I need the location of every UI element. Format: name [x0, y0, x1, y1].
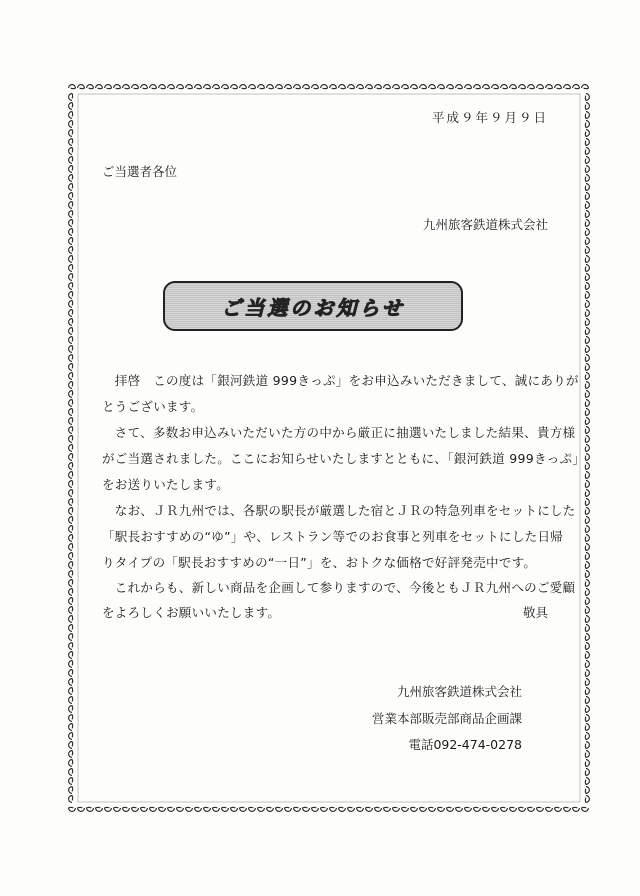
border-loop: [555, 85, 562, 89]
sender-company: 九州旅客鉄道株式会社: [422, 217, 548, 232]
body-line: とうございます。: [102, 399, 204, 414]
border-loop: [528, 807, 535, 811]
border-loop: [69, 112, 73, 119]
border-loop: [69, 472, 73, 479]
border-loop: [240, 85, 247, 89]
border-loop: [546, 807, 553, 811]
border-loop: [585, 247, 589, 254]
border-loop: [585, 670, 589, 677]
border-loop: [132, 807, 139, 811]
border-loop: [69, 661, 73, 668]
border-loop: [69, 652, 73, 659]
border-loop: [585, 445, 589, 452]
border-loop: [69, 724, 73, 731]
border-loop: [585, 517, 589, 524]
border-loop: [384, 85, 391, 89]
border-loop: [585, 454, 589, 461]
border-loop: [168, 85, 175, 89]
body-line: 「駅長おすすめの“ゆ”」や、レストラン等でのお食事と列車をセットにした日帰: [102, 529, 564, 544]
border-loop: [537, 807, 544, 811]
border-loop: [69, 139, 73, 146]
border-loop: [585, 661, 589, 668]
border-loop: [69, 220, 73, 227]
border-loop: [195, 807, 202, 811]
border-loop: [585, 499, 589, 506]
border-loop: [69, 445, 73, 452]
border-loop: [585, 256, 589, 263]
border-loop: [69, 670, 73, 677]
border-loop: [69, 607, 73, 614]
border-loop: [411, 85, 418, 89]
border-loop: [537, 85, 544, 89]
border-loop: [141, 85, 148, 89]
border-loop: [585, 130, 589, 137]
border-loop: [186, 807, 193, 811]
border-loop: [585, 265, 589, 272]
border-loop: [519, 85, 526, 89]
border-loop: [69, 337, 73, 344]
border-loop: [69, 355, 73, 362]
border-loop: [168, 807, 175, 811]
border-loop: [69, 715, 73, 722]
border-loop: [69, 769, 73, 776]
signature-phone: 電話092-474-0278: [408, 737, 522, 752]
border-loop: [69, 454, 73, 461]
border-loop: [69, 589, 73, 596]
signature-department: 営業本部販売部商品企画課: [371, 711, 522, 726]
border-loop: [114, 85, 121, 89]
border-loop: [330, 807, 337, 811]
border-loop: [348, 85, 355, 89]
border-loop: [582, 807, 589, 811]
border-loop: [69, 310, 73, 317]
border-loop: [69, 463, 73, 470]
border-loop: [69, 625, 73, 632]
border-loop: [357, 85, 364, 89]
border-loop: [69, 400, 73, 407]
border-loop: [585, 301, 589, 308]
border-loop: [69, 688, 73, 695]
border-loop: [573, 85, 580, 89]
border-loop: [69, 427, 73, 434]
border-loop: [366, 85, 373, 89]
border-loop: [69, 193, 73, 200]
letter-title: ご当選のお知らせ: [221, 295, 405, 320]
border-loop: [69, 598, 73, 605]
border-loop: [339, 807, 346, 811]
border-loop: [585, 346, 589, 353]
border-loop: [585, 679, 589, 686]
border-loop: [585, 508, 589, 515]
border-loop: [585, 166, 589, 173]
border-loop: [555, 807, 562, 811]
border-loop: [276, 85, 283, 89]
border-loop: [69, 238, 73, 245]
border-loop: [69, 436, 73, 443]
border-loop: [177, 807, 184, 811]
border-loop: [585, 688, 589, 695]
border-loop: [585, 193, 589, 200]
border-loop: [69, 544, 73, 551]
border-loop: [141, 807, 148, 811]
border-loop: [285, 85, 292, 89]
addressee: ご当選者各位: [102, 164, 178, 179]
border-loop: [69, 85, 76, 89]
border-loop: [177, 85, 184, 89]
border-loop: [384, 807, 391, 811]
border-loop: [123, 85, 130, 89]
border-loop: [585, 157, 589, 164]
border-loop: [69, 382, 73, 389]
border-loop: [585, 787, 589, 794]
border-loop: [231, 807, 238, 811]
body-line: なお、ＪＲ九州では、各駅の駅長が厳選した宿とＪＲの特急列車をセットにした: [102, 503, 576, 518]
border-loop: [69, 292, 73, 299]
border-loop: [501, 85, 508, 89]
border-loop: [195, 85, 202, 89]
border-loop: [69, 760, 73, 767]
border-loop: [585, 94, 589, 101]
border-loop: [123, 807, 130, 811]
border-loop: [303, 807, 310, 811]
border-loop: [510, 807, 517, 811]
border-loop: [585, 283, 589, 290]
border-loop: [258, 807, 265, 811]
border-loop: [357, 807, 364, 811]
border-loop: [585, 274, 589, 281]
border-loop: [69, 346, 73, 353]
border-loop: [585, 751, 589, 758]
border-loop: [585, 121, 589, 128]
body-line: さて、多数お申込みいただいた方の中から厳正に抽選いたしました結果、貴方様: [102, 425, 576, 440]
border-loop: [465, 807, 472, 811]
border-loop: [69, 274, 73, 281]
border-loop: [69, 499, 73, 506]
border-loop: [564, 807, 571, 811]
border-loop: [585, 796, 589, 803]
border-loop: [69, 166, 73, 173]
border-loop: [501, 807, 508, 811]
border-loop: [546, 85, 553, 89]
border-loop: [492, 85, 499, 89]
border-loop: [585, 175, 589, 182]
border-loop: [69, 175, 73, 182]
border-loop: [69, 184, 73, 191]
border-loop: [69, 634, 73, 641]
border-loop: [585, 328, 589, 335]
border-loop: [366, 807, 373, 811]
border-loop: [585, 103, 589, 110]
border-loop: [585, 184, 589, 191]
border-loop: [204, 85, 211, 89]
border-loop: [132, 85, 139, 89]
border-loop: [585, 373, 589, 380]
border-loop: [69, 202, 73, 209]
border-loop: [585, 778, 589, 785]
border-loop: [585, 652, 589, 659]
border-loop: [585, 724, 589, 731]
border-loop: [438, 85, 445, 89]
border-loop: [585, 625, 589, 632]
border-loop: [585, 319, 589, 326]
border-loop: [69, 796, 73, 803]
title-banner: [163, 281, 463, 331]
border-loop: [585, 571, 589, 578]
border-loop: [222, 85, 229, 89]
border-loop: [585, 364, 589, 371]
border-loop: [159, 807, 166, 811]
border-loop: [420, 85, 427, 89]
border-loop: [330, 85, 337, 89]
border-loop: [87, 807, 94, 811]
border-loop: [585, 715, 589, 722]
border-loop: [585, 436, 589, 443]
border-loop: [528, 85, 535, 89]
border-loop: [69, 211, 73, 218]
border-loop: [69, 301, 73, 308]
border-loop: [69, 130, 73, 137]
border-loop: [585, 211, 589, 218]
border-loop: [573, 807, 580, 811]
border-loop: [492, 807, 499, 811]
border-loop: [483, 807, 490, 811]
border-loop: [585, 391, 589, 398]
border-loop: [114, 807, 121, 811]
signature-company: 九州旅客鉄道株式会社: [396, 684, 522, 699]
closing-phrase: 敬具: [522, 605, 548, 620]
border-loop: [585, 355, 589, 362]
border-loop: [348, 807, 355, 811]
border-loop: [69, 733, 73, 740]
border-loop: [585, 553, 589, 560]
border-loop: [186, 85, 193, 89]
border-loop: [69, 787, 73, 794]
border-loop: [510, 85, 517, 89]
border-loop: [240, 807, 247, 811]
border-loop: [585, 526, 589, 533]
border-loop: [150, 807, 157, 811]
border-loop: [69, 103, 73, 110]
border-loop: [249, 85, 256, 89]
border-loop: [321, 807, 328, 811]
letter-date: 平成９年９月９日: [431, 110, 548, 125]
border-loop: [585, 742, 589, 749]
border-loop: [585, 634, 589, 641]
border-loop: [564, 85, 571, 89]
border-loop: [585, 220, 589, 227]
body-line: がご当選されました。ここにお知らせいたしますとともに、「銀河鉄道 999きっぷ」: [102, 451, 586, 466]
border-loop: [222, 807, 229, 811]
border-loop: [69, 265, 73, 272]
border-loop: [204, 807, 211, 811]
border-loop: [456, 807, 463, 811]
border-loop: [69, 580, 73, 587]
border-loop: [585, 643, 589, 650]
border-loop: [585, 463, 589, 470]
border-loop: [585, 760, 589, 767]
border-loop: [456, 85, 463, 89]
border-loop: [231, 85, 238, 89]
border-loop: [429, 85, 436, 89]
border-loop: [69, 328, 73, 335]
border-loop: [69, 481, 73, 488]
border-loop: [321, 85, 328, 89]
border-loop: [585, 229, 589, 236]
border-loop: [69, 490, 73, 497]
border-loop: [105, 85, 112, 89]
border-loop: [585, 769, 589, 776]
border-loop: [69, 742, 73, 749]
border-loop: [69, 778, 73, 785]
border-loop: [585, 148, 589, 155]
border-loop: [474, 85, 481, 89]
body-line: をよろしくお願いいたします。: [102, 605, 281, 620]
border-loop: [585, 382, 589, 389]
border-loop: [69, 807, 76, 811]
body-line: をお送りいたします。: [102, 477, 230, 492]
border-loop: [69, 697, 73, 704]
body-line: これからも、新しい商品を企画して参りますので、今後ともＪＲ九州へのご愛顧: [102, 580, 576, 595]
border-loop: [585, 697, 589, 704]
border-loop: [585, 202, 589, 209]
border-loop: [267, 807, 274, 811]
border-loop: [294, 807, 301, 811]
border-loop: [69, 517, 73, 524]
border-loop: [69, 616, 73, 623]
border-loop: [585, 112, 589, 119]
body-line: りタイプの「駅長おすすめの“一日”」を、おトクな価格で好評発売中です。: [102, 555, 537, 570]
border-loop: [339, 85, 346, 89]
border-loop: [285, 807, 292, 811]
border-loop: [69, 157, 73, 164]
border-loop: [69, 94, 73, 101]
border-loop: [294, 85, 301, 89]
border-loop: [585, 562, 589, 569]
border-loop: [585, 238, 589, 245]
border-loop: [585, 472, 589, 479]
border-loop: [69, 526, 73, 533]
border-loop: [249, 807, 256, 811]
border-loop: [585, 598, 589, 605]
border-loop: [69, 121, 73, 128]
border-loop: [69, 706, 73, 713]
border-loop: [159, 85, 166, 89]
border-loop: [393, 85, 400, 89]
border-loop: [585, 139, 589, 146]
border-loop: [258, 85, 265, 89]
border-loop: [585, 706, 589, 713]
border-loop: [585, 337, 589, 344]
border-loop: [87, 85, 94, 89]
border-loop: [69, 373, 73, 380]
border-loop: [585, 589, 589, 596]
border-loop: [582, 85, 589, 89]
border-loop: [69, 229, 73, 236]
border-loop: [465, 85, 472, 89]
border-loop: [375, 807, 382, 811]
border-loop: [585, 409, 589, 416]
border-loop: [438, 807, 445, 811]
body-line: 拝啓 この度は「銀河鉄道 999きっぷ」をお申込みいただきまして、誠にありが: [102, 373, 579, 388]
border-loop: [69, 751, 73, 758]
border-loop: [96, 85, 103, 89]
border-loop: [585, 733, 589, 740]
border-loop: [303, 85, 310, 89]
border-loop: [213, 807, 220, 811]
border-loop: [69, 409, 73, 416]
border-loop: [585, 580, 589, 587]
border-loop: [474, 807, 481, 811]
border-loop: [267, 85, 274, 89]
border-loop: [69, 283, 73, 290]
border-loop: [447, 85, 454, 89]
border-loop: [585, 490, 589, 497]
border-loop: [69, 391, 73, 398]
border-loop: [585, 544, 589, 551]
border-loop: [585, 607, 589, 614]
border-loop: [585, 616, 589, 623]
border-loop: [69, 679, 73, 686]
border-loop: [105, 807, 112, 811]
border-loop: [69, 553, 73, 560]
border-loop: [519, 807, 526, 811]
border-loop: [393, 807, 400, 811]
border-loop: [429, 807, 436, 811]
border-loop: [69, 508, 73, 515]
border-loop: [78, 85, 85, 89]
border-loop: [402, 85, 409, 89]
border-loop: [411, 807, 418, 811]
border-loop: [585, 400, 589, 407]
border-loop: [78, 807, 85, 811]
border-loop: [312, 807, 319, 811]
border-loop: [276, 807, 283, 811]
border-loop: [585, 481, 589, 488]
border-loop: [69, 364, 73, 371]
border-loop: [585, 292, 589, 299]
border-loop: [96, 807, 103, 811]
border-loop: [447, 807, 454, 811]
border-loop: [213, 85, 220, 89]
border-loop: [69, 247, 73, 254]
border-loop: [420, 807, 427, 811]
border-loop: [69, 535, 73, 542]
border-loop: [585, 535, 589, 542]
border-loop: [150, 85, 157, 89]
border-loop: [69, 319, 73, 326]
border-loop: [69, 148, 73, 155]
border-loop: [69, 418, 73, 425]
border-loop: [69, 256, 73, 263]
border-loop: [69, 571, 73, 578]
border-loop: [483, 85, 490, 89]
border-loop: [69, 643, 73, 650]
border-loop: [585, 427, 589, 434]
border-loop: [69, 562, 73, 569]
border-loop: [402, 807, 409, 811]
border-loop: [585, 310, 589, 317]
border-loop: [375, 85, 382, 89]
border-loop: [312, 85, 319, 89]
border-loop: [585, 418, 589, 425]
